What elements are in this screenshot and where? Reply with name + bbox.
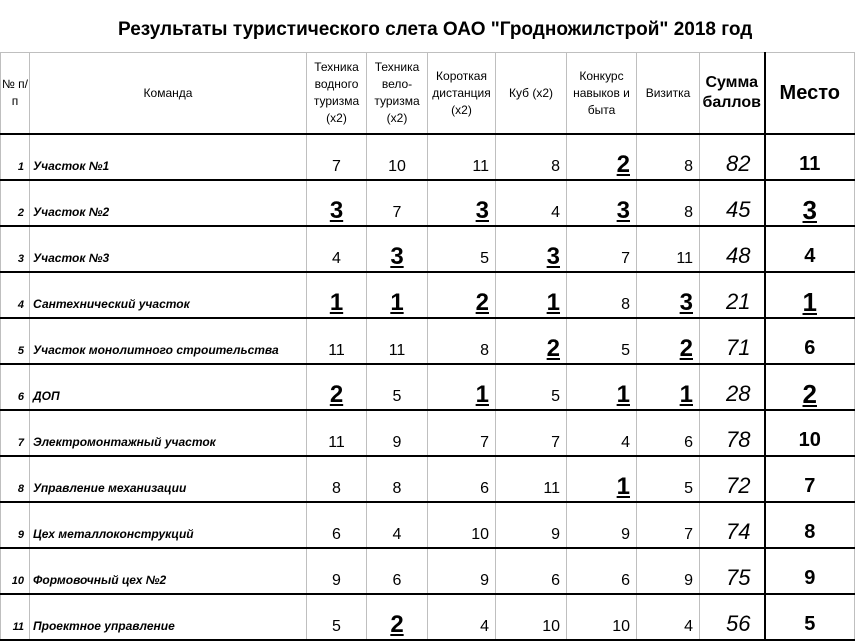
table-row xyxy=(1,272,855,318)
table-row xyxy=(1,456,855,502)
score-short: 5 xyxy=(428,226,496,272)
score-card: 5 xyxy=(637,456,700,502)
score-bike: 3 xyxy=(367,226,428,272)
row-number: 2 xyxy=(1,180,30,226)
score-water: 1 xyxy=(307,272,367,318)
team-place: 5 xyxy=(765,594,855,640)
row-number: 10 xyxy=(1,548,30,594)
score-short: 9 xyxy=(428,548,496,594)
score-bike: 1 xyxy=(367,272,428,318)
score-short: 6 xyxy=(428,456,496,502)
score-card: 3 xyxy=(637,272,700,318)
score-sum: 71 xyxy=(700,318,765,364)
header-team: Команда xyxy=(30,53,307,135)
score-contest: 9 xyxy=(567,502,637,548)
score-sum: 75 xyxy=(700,548,765,594)
score-bike: 9 xyxy=(367,410,428,456)
score-card: 6 xyxy=(637,410,700,456)
score-contest: 5 xyxy=(567,318,637,364)
team-name: Формовочный цех №2 xyxy=(30,548,307,594)
score-water: 11 xyxy=(307,410,367,456)
table-row xyxy=(1,180,855,226)
score-sum: 72 xyxy=(700,456,765,502)
score-card: 9 xyxy=(637,548,700,594)
team-name: Электромонтажный участок xyxy=(30,410,307,456)
table-row xyxy=(1,594,855,640)
score-water: 9 xyxy=(307,548,367,594)
score-card: 7 xyxy=(637,502,700,548)
header-water-tourism: Техника водного туризма (x2) xyxy=(307,53,367,135)
team-name: Проектное управление xyxy=(30,594,307,640)
table-row xyxy=(1,548,855,594)
score-contest: 1 xyxy=(567,364,637,410)
header-row xyxy=(1,53,855,135)
score-contest: 8 xyxy=(567,272,637,318)
score-sum: 74 xyxy=(700,502,765,548)
score-water: 5 xyxy=(307,594,367,640)
score-card: 2 xyxy=(637,318,700,364)
score-cube: 2 xyxy=(496,318,567,364)
table-row xyxy=(1,410,855,456)
score-contest: 6 xyxy=(567,548,637,594)
score-sum: 78 xyxy=(700,410,765,456)
score-bike: 4 xyxy=(367,502,428,548)
score-contest: 1 xyxy=(567,456,637,502)
score-short: 1 xyxy=(428,364,496,410)
score-sum: 45 xyxy=(700,180,765,226)
score-short: 2 xyxy=(428,272,496,318)
page-title: Результаты туристического слета ОАО "Гродножилстрой" 2018 год xyxy=(118,19,753,40)
header-short-distance: Короткая дистанция (x2) xyxy=(428,53,496,135)
team-place: 11 xyxy=(765,134,855,180)
score-bike: 5 xyxy=(367,364,428,410)
team-place: 6 xyxy=(765,318,855,364)
team-place: 8 xyxy=(765,502,855,548)
score-contest: 7 xyxy=(567,226,637,272)
row-number: 3 xyxy=(1,226,30,272)
table-row xyxy=(1,502,855,548)
score-water: 7 xyxy=(307,134,367,180)
score-water: 11 xyxy=(307,318,367,364)
row-number: 4 xyxy=(1,272,30,318)
team-place: 4 xyxy=(765,226,855,272)
row-number: 1 xyxy=(1,134,30,180)
team-name: Участок монолитного строительства xyxy=(30,318,307,364)
results-table xyxy=(0,52,855,641)
score-cube: 1 xyxy=(496,272,567,318)
score-short: 11 xyxy=(428,134,496,180)
score-cube: 9 xyxy=(496,502,567,548)
score-short: 8 xyxy=(428,318,496,364)
header-cube: Куб (x2) xyxy=(496,53,567,135)
score-bike: 7 xyxy=(367,180,428,226)
score-sum: 82 xyxy=(700,134,765,180)
score-contest: 10 xyxy=(567,594,637,640)
score-short: 4 xyxy=(428,594,496,640)
table-row xyxy=(1,364,855,410)
row-number: 7 xyxy=(1,410,30,456)
score-contest: 2 xyxy=(567,134,637,180)
row-number: 5 xyxy=(1,318,30,364)
score-sum: 56 xyxy=(700,594,765,640)
team-place: 2 xyxy=(765,364,855,410)
team-name: Цех металлоконструкций xyxy=(30,502,307,548)
score-sum: 21 xyxy=(700,272,765,318)
score-cube: 8 xyxy=(496,134,567,180)
score-short: 10 xyxy=(428,502,496,548)
score-cube: 11 xyxy=(496,456,567,502)
score-cube: 4 xyxy=(496,180,567,226)
score-card: 11 xyxy=(637,226,700,272)
header-sum: Сумма баллов xyxy=(700,53,765,135)
score-water: 4 xyxy=(307,226,367,272)
score-contest: 3 xyxy=(567,180,637,226)
score-cube: 10 xyxy=(496,594,567,640)
table-row xyxy=(1,134,855,180)
score-water: 3 xyxy=(307,180,367,226)
team-name: ДОП xyxy=(30,364,307,410)
score-card: 8 xyxy=(637,180,700,226)
score-water: 6 xyxy=(307,502,367,548)
row-number: 9 xyxy=(1,502,30,548)
score-card: 4 xyxy=(637,594,700,640)
score-cube: 6 xyxy=(496,548,567,594)
team-name: Участок №1 xyxy=(30,134,307,180)
row-number: 6 xyxy=(1,364,30,410)
score-sum: 48 xyxy=(700,226,765,272)
score-bike: 11 xyxy=(367,318,428,364)
team-name: Участок №2 xyxy=(30,180,307,226)
header-num: № п/п xyxy=(1,53,30,135)
score-bike: 2 xyxy=(367,594,428,640)
table-row xyxy=(1,318,855,364)
team-place: 9 xyxy=(765,548,855,594)
team-name: Участок №3 xyxy=(30,226,307,272)
score-bike: 10 xyxy=(367,134,428,180)
team-name: Сантехнический участок xyxy=(30,272,307,318)
score-bike: 6 xyxy=(367,548,428,594)
row-number: 8 xyxy=(1,456,30,502)
row-number: 11 xyxy=(1,594,30,640)
team-name: Управление механизации xyxy=(30,456,307,502)
header-contest: Конкурс навыков и быта xyxy=(567,53,637,135)
score-sum: 28 xyxy=(700,364,765,410)
score-contest: 4 xyxy=(567,410,637,456)
header-bike-tourism: Техника вело-туризма (x2) xyxy=(367,53,428,135)
score-water: 8 xyxy=(307,456,367,502)
score-cube: 3 xyxy=(496,226,567,272)
score-short: 7 xyxy=(428,410,496,456)
team-place: 1 xyxy=(765,272,855,318)
score-short: 3 xyxy=(428,180,496,226)
team-place: 10 xyxy=(765,410,855,456)
score-water: 2 xyxy=(307,364,367,410)
score-cube: 5 xyxy=(496,364,567,410)
score-bike: 8 xyxy=(367,456,428,502)
header-card: Визитка xyxy=(637,53,700,135)
team-place: 7 xyxy=(765,456,855,502)
header-place: Место xyxy=(765,53,855,135)
score-card: 1 xyxy=(637,364,700,410)
score-card: 8 xyxy=(637,134,700,180)
score-cube: 7 xyxy=(496,410,567,456)
table-row xyxy=(1,226,855,272)
team-place: 3 xyxy=(765,180,855,226)
